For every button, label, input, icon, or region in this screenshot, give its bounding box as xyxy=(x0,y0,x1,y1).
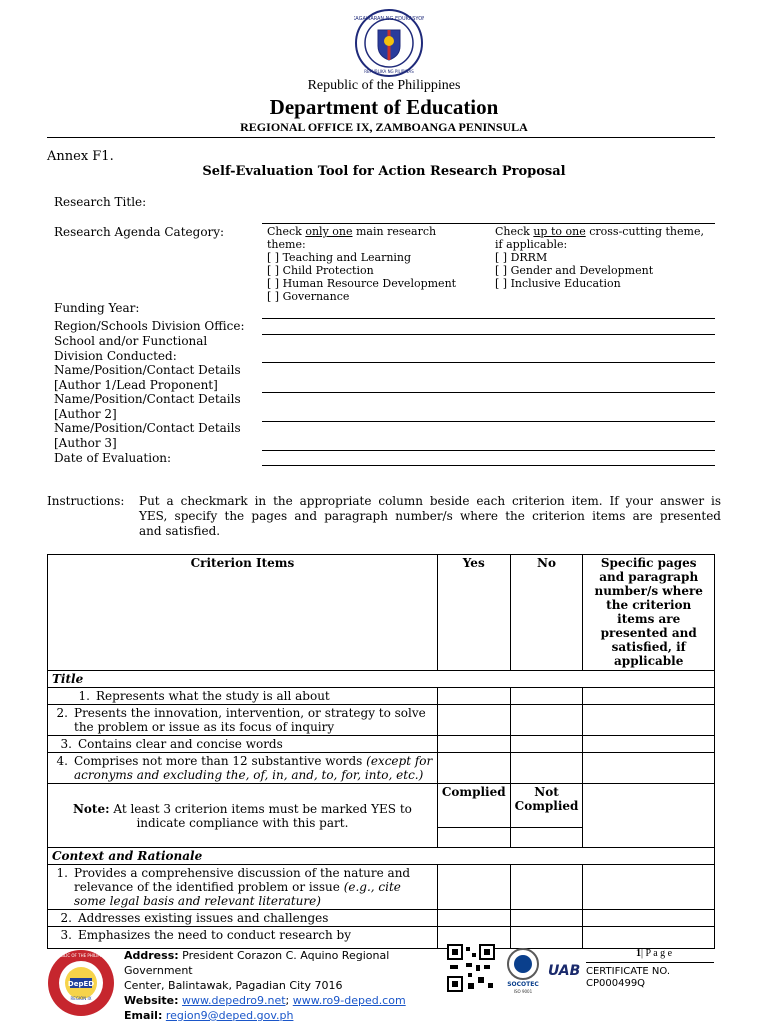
footer-address-block: Address: President Corazon C. Aquino Regional Government Center, Balintawak, Pagadian City 7016 Website: www.depedro9.net; www.ro9-deped.com Email: region9@deped.gov.ph xyxy=(124,949,406,1022)
seal-text: KAGAWARAN NG EDUKASYON xyxy=(354,16,424,22)
not-complied-cell[interactable] xyxy=(510,828,583,848)
socotec-text: SOCOTEC xyxy=(507,981,539,988)
option-drrm[interactable]: [ ] DRRM xyxy=(495,251,548,264)
certificate-number: CP000499Q xyxy=(586,978,646,989)
doc-title: Self-Evaluation Tool for Action Research Proposal xyxy=(202,164,566,179)
complied-cell[interactable] xyxy=(437,828,510,848)
yes-cell[interactable] xyxy=(437,865,510,910)
cross-theme-group xyxy=(495,225,720,290)
region-office-line[interactable] xyxy=(262,334,715,335)
option-hr-development[interactable]: [ ] Human Resource Development xyxy=(267,277,457,290)
section-context: Context and Rationale xyxy=(48,848,715,865)
note-cell: Note: At least 3 criterion items must be marked YES to indicate compliance with this part. xyxy=(48,784,438,848)
header-specific-pages: Specific pages and paragraph number/s where the criterion items are presented and satisfied, if applicable xyxy=(583,555,715,671)
website-link-2[interactable]: www.ro9-deped.com xyxy=(292,994,406,1007)
section-title-row xyxy=(48,671,715,688)
no-cell[interactable] xyxy=(510,910,583,927)
option-teaching-learning[interactable]: [ ] Teaching and Learning xyxy=(267,251,412,264)
certificate-label: CERTIFICATE NO. xyxy=(586,966,671,977)
logo-region-text: REGION IX xyxy=(70,996,92,1001)
yes-cell[interactable] xyxy=(437,688,510,705)
complied-label: Complied xyxy=(437,784,510,828)
department-title: Department of Education xyxy=(269,95,499,119)
research-title-line[interactable] xyxy=(262,223,715,224)
no-cell[interactable] xyxy=(510,865,583,910)
main-theme-instruction-2: theme: xyxy=(267,238,306,251)
option-inclusive-education[interactable]: [ ] Inclusive Education xyxy=(495,277,621,290)
instructions-label: Instructions: xyxy=(47,494,125,508)
option-gender-development[interactable]: [ ] Gender and Development xyxy=(495,264,654,277)
note-row xyxy=(48,784,715,828)
iso-text: ISO 9001 xyxy=(513,989,533,994)
deped-seal-icon xyxy=(354,8,424,78)
option-child-protection[interactable]: [ ] Child Protection xyxy=(267,264,374,277)
region-office-label: Region/Schools Division Office: xyxy=(54,319,245,333)
pages-cell[interactable] xyxy=(583,705,715,736)
yes-cell[interactable] xyxy=(437,736,510,753)
logo-mid-text: DepED xyxy=(67,980,95,988)
header-rule xyxy=(47,137,715,138)
school-line[interactable] xyxy=(262,362,715,363)
page-rule xyxy=(586,962,714,963)
header-no: No xyxy=(510,555,583,671)
pages-cell[interactable] xyxy=(583,910,715,927)
no-cell[interactable] xyxy=(510,688,583,705)
yes-cell[interactable] xyxy=(437,910,510,927)
pages-cell[interactable] xyxy=(583,688,715,705)
header-criterion-items: Criterion Items xyxy=(48,555,438,671)
author2-label: Name/Position/Contact Details [Author 2] xyxy=(54,392,241,421)
funding-year-line[interactable] xyxy=(262,318,715,319)
socotec-badge-icon xyxy=(500,946,546,994)
author1-label: Name/Position/Contact Details [Author 1/Lead Proponent] xyxy=(54,363,241,392)
section-context-row xyxy=(48,848,715,865)
no-cell[interactable] xyxy=(510,736,583,753)
pages-cell[interactable] xyxy=(583,865,715,910)
no-cell[interactable] xyxy=(510,753,583,784)
table-row: 2. Presents the innovation, intervention, or strategy to solve the problem or issue as its focus of inquiry xyxy=(48,705,715,736)
main-theme-group xyxy=(267,225,487,303)
republic-line: Republic of the Philippines xyxy=(307,78,461,93)
cross-theme-instruction: Check up to one cross-cutting theme, xyxy=(495,225,704,238)
author1-line[interactable] xyxy=(262,392,715,393)
author3-line[interactable] xyxy=(262,450,715,451)
table-row: 3. Emphasizes the need to conduct research by xyxy=(48,927,715,949)
regional-office: REGIONAL OFFICE IX, ZAMBOANGA PENINSULA xyxy=(240,120,528,134)
instructions-text: Put a checkmark in the appropriate column beside each criterion item. If your answer is YES, specify the pages and paragraph number/s where the criterion items are presented and satisfied. xyxy=(139,494,721,538)
qr-code-icon xyxy=(447,944,495,992)
criterion-table xyxy=(47,554,715,949)
author3-label: Name/Position/Contact Details [Author 3] xyxy=(54,421,241,450)
school-label: School and/or Functional Division Conducted: xyxy=(54,334,208,363)
main-theme-instruction: Check only one main research xyxy=(267,225,437,238)
table-header-row xyxy=(48,555,715,671)
option-governance[interactable]: [ ] Governance xyxy=(267,290,350,303)
date-evaluation-label: Date of Evaluation: xyxy=(54,451,172,465)
website-link-1[interactable]: www.depedro9.net xyxy=(182,994,286,1007)
header-yes: Yes xyxy=(437,555,510,671)
table-row: 3. Contains clear and concise words xyxy=(48,736,715,753)
table-row: 1. Provides a comprehensive discussion of the nature and relevance of the identified problem or issue (e.g., cite some legal basis and relevant literature) xyxy=(48,865,715,910)
annex-label: Annex F1. xyxy=(47,149,114,164)
seal-sub: REPUBLIKA NG PILIPINAS xyxy=(364,69,414,74)
cross-theme-instruction-2: if applicable: xyxy=(495,238,568,251)
funding-year-label: Funding Year: xyxy=(54,301,140,315)
pages-cell[interactable] xyxy=(583,927,715,949)
no-cell[interactable] xyxy=(510,705,583,736)
yes-cell[interactable] xyxy=(437,705,510,736)
pages-cell[interactable] xyxy=(583,736,715,753)
page-number: 1| P a g e xyxy=(636,948,673,959)
deped-region-logo-icon xyxy=(46,948,116,1018)
not-complied-label: Not Complied xyxy=(510,784,583,828)
author2-line[interactable] xyxy=(262,421,715,422)
pages-cell[interactable] xyxy=(583,753,715,784)
yes-cell[interactable] xyxy=(437,753,510,784)
logo-ring-text: REPUBLIC OF THE PHILIPPINES xyxy=(50,953,112,958)
table-row: 4. Comprises not more than 12 substantive words (except for acronyms and excluding the, of, in, and, to, for, into, etc.) xyxy=(48,753,715,784)
date-evaluation-line[interactable] xyxy=(262,465,715,466)
research-title-label: Research Title: xyxy=(54,195,147,209)
uab-logo: UAB xyxy=(548,963,581,979)
email-link[interactable]: region9@deped.gov.ph xyxy=(165,1009,294,1022)
table-row: 2. Addresses existing issues and challenges xyxy=(48,910,715,927)
agenda-category-label: Research Agenda Category: xyxy=(54,225,225,239)
table-row: 1. Represents what the study is all about xyxy=(48,688,715,705)
section-title: Title xyxy=(48,671,715,688)
